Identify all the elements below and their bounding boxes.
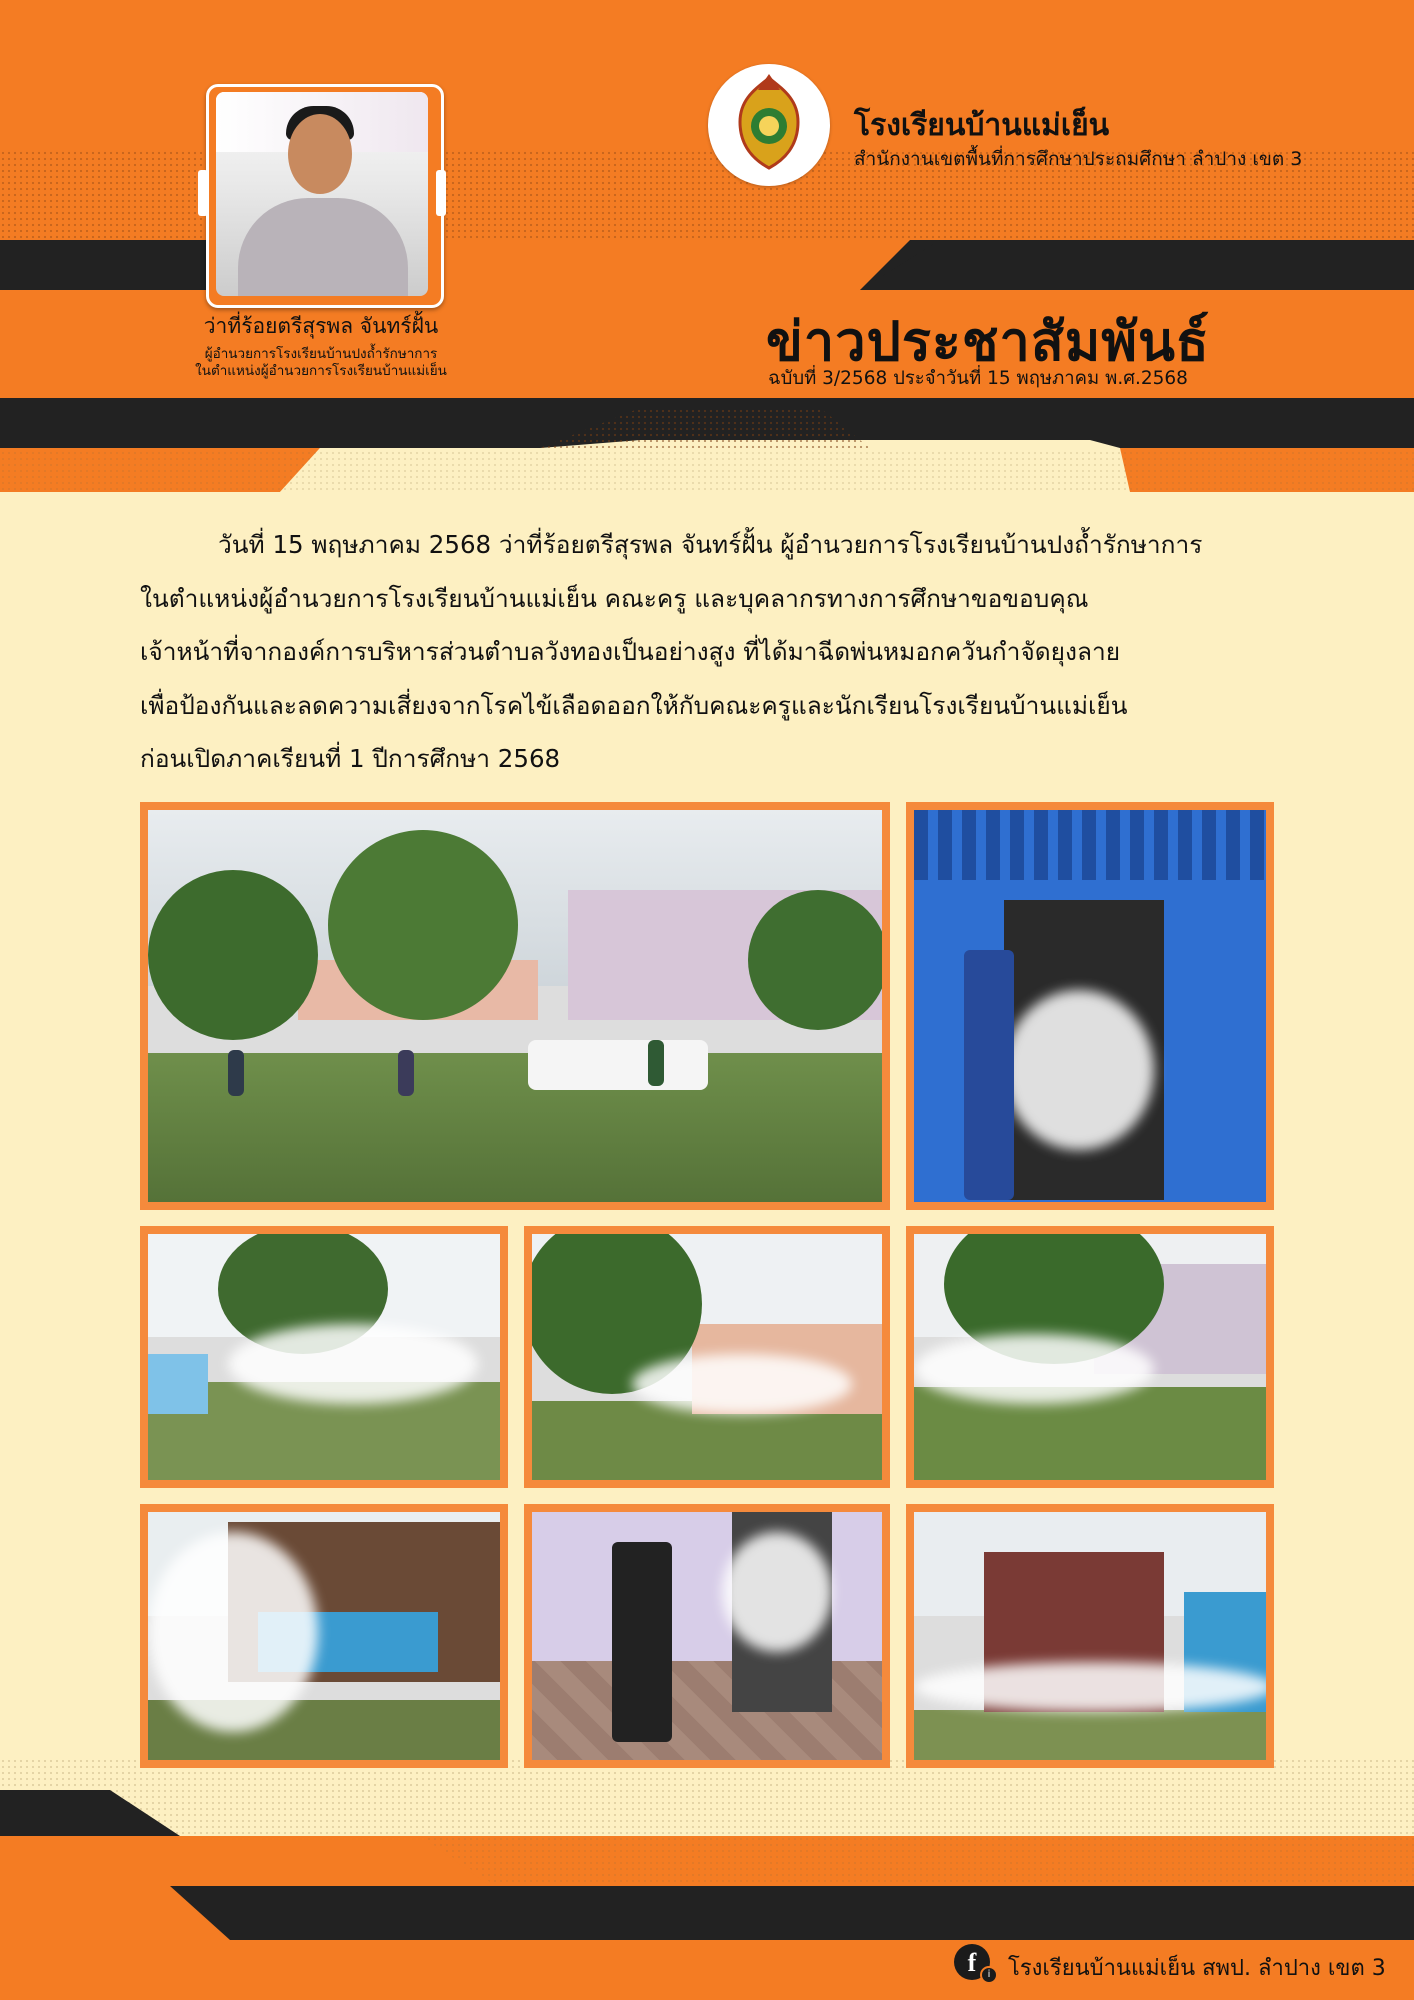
article-line: วันที่ 15 พฤษภาคม 2568 ว่าที่ร้อยตรีสุรพล จันทร์ฝั้น ผู้อำนวยการโรงเรียนบ้านปงถ้ำรักษาการ <box>218 530 1203 559</box>
article-body <box>140 518 1270 786</box>
article-line: เพื่อป้องกันและลดความเสี่ยงจากโรคไข้เลือดออกให้กับคณะครูและนักเรียนโรงเรียนบ้านแม่เย็น <box>140 690 1128 720</box>
news-title: ข่าวประชาสัมพันธ์ <box>766 310 1210 373</box>
photo-fogging-trees <box>140 1226 508 1488</box>
director-photo <box>216 92 428 296</box>
photo-fogging-building <box>524 1226 890 1488</box>
photo-fogging-wooden-house <box>140 1504 508 1768</box>
footer-page-name: โรงเรียนบ้านแม่เย็น สพป. ลำปาง เขต 3 <box>1008 1956 1386 1981</box>
director-name: ว่าที่ร้อยตรีสุรพล จันทร์ฝั้น <box>203 314 439 338</box>
photo-school-field <box>140 802 890 1210</box>
director-position-line-1: ผู้อำนวยการโรงเรียนบ้านปงถ้ำรักษาการ <box>204 346 438 362</box>
issue-line: ฉบับที่ 3/2568 ประจำวันที่ 15 พฤษภาคม พ.ศ.2568 <box>768 368 1188 389</box>
frame-tab-right <box>436 170 446 216</box>
school-name: โรงเรียนบ้านแม่เย็น <box>854 108 1110 143</box>
info-badge-icon: i <box>980 1966 998 1984</box>
photo-fogging-classroom <box>524 1504 890 1768</box>
director-position-line-2: ในตำแหน่งผู้อำนวยการโรงเรียนบ้านแม่เย็น <box>195 362 447 379</box>
article-line: ก่อนเปิดภาคเรียนที่ 1 ปีการศึกษา 2568 <box>140 744 561 773</box>
school-logo <box>708 64 830 186</box>
article-line: ในตำแหน่งผู้อำนวยการโรงเรียนบ้านแม่เย็น คณะครู และบุคลากรทางการศึกษาขอขอบคุณ <box>140 583 1089 613</box>
photo-doorway-fogging <box>906 802 1274 1210</box>
photo-fogging-two-storey-house <box>906 1504 1274 1768</box>
photo-fogging-courtyard <box>906 1226 1274 1488</box>
school-office: สำนักงานเขตพื้นที่การศึกษาประถมศึกษา ลำปาง เขต 3 <box>854 148 1303 170</box>
frame-tab-left <box>198 170 208 216</box>
article-line: เจ้าหน้าที่จากองค์การบริหารส่วนตำบลวังทองเป็นอย่างสูง ที่ได้มาฉีดพ่นหมอกควันกำจัดยุงลาย <box>140 637 1121 666</box>
facebook-icon: f <box>954 1944 990 1980</box>
director-position <box>176 346 466 380</box>
